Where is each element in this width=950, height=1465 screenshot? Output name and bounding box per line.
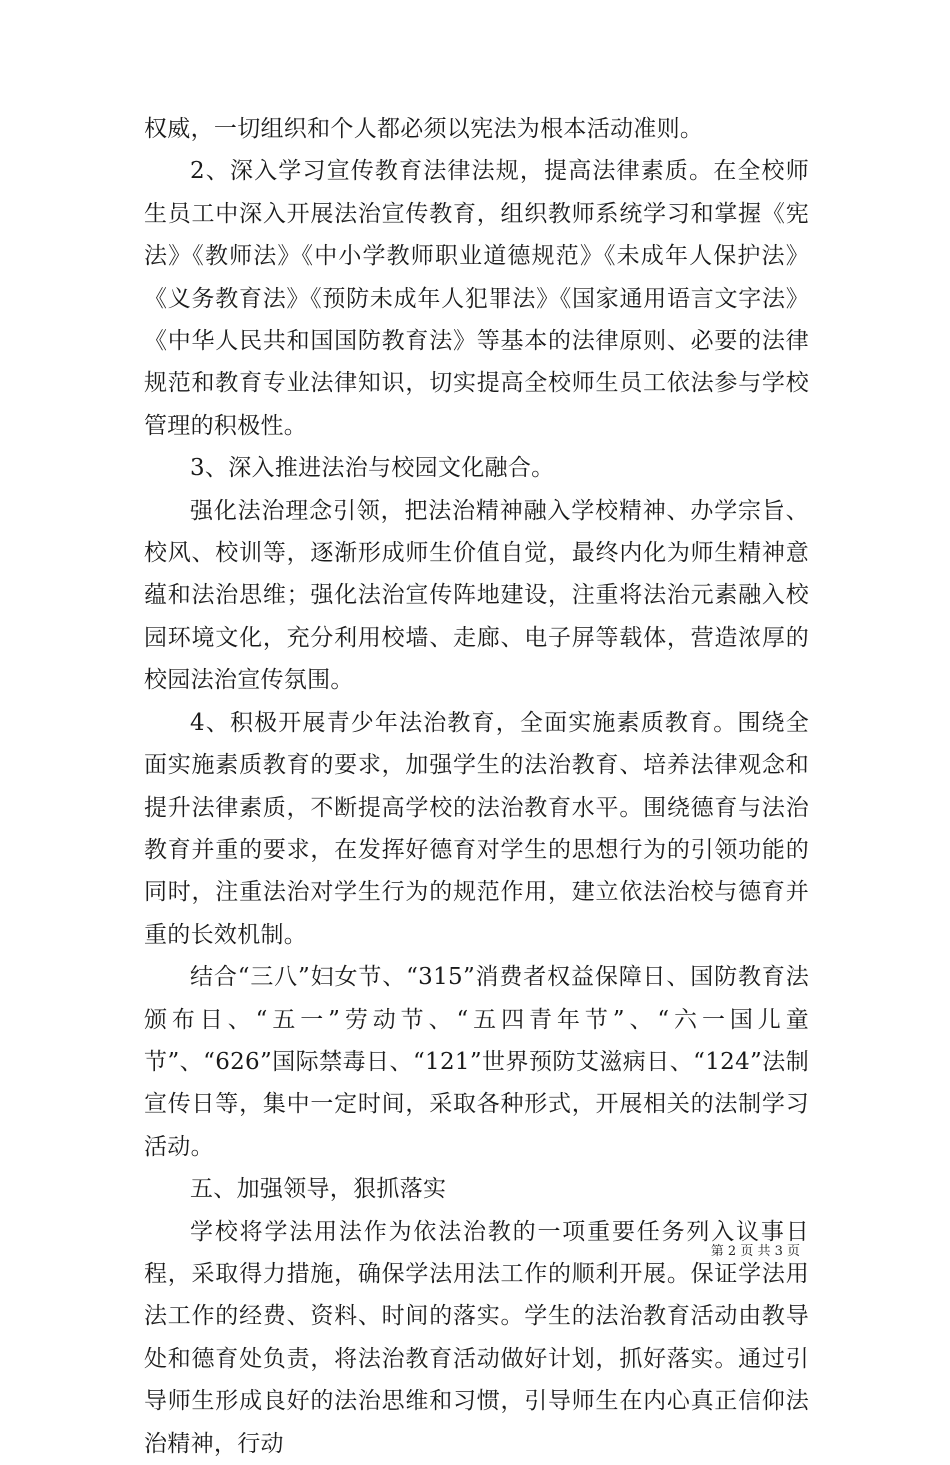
paragraph-6: 结合“三八”妇女节、“315”消费者权益保障日、国防教育法颁布日、“五一”劳动节、“五四青年节”、“六一国儿童节”、“626”国际禁毒日、“121”世界预防艾滋病日、“124”法制宣传日等，集中一定时间，采取各种形式，开展相关的法制学习活动。 <box>144 964 809 1160</box>
paragraph-8: 学校将学法用法作为依法治教的一项重要任务列入议事日程，采取得力措施，确保学法用法工作的顺利开展。保证学法用法工作的经费、资料、时间的落实。学生的法治教育活动由教导处和德育处负责，将法治教育活动做好计划，抓好落实。通过引导师生形成良好的法治思维和习惯，引导师生在内心真正信仰法治精神，行动 <box>144 1218 809 1457</box>
paragraph-1: 权威，一切组织和个人都必须以宪法为根本活动准则。 <box>144 116 704 142</box>
paragraph-3: 3、深入推进法治与校园文化融合。 <box>190 455 555 482</box>
document-body <box>144 108 809 1465</box>
page-number: 第 2 页 共 3 页 <box>710 1244 800 1259</box>
paragraph-4: 强化法治理念引领，把法治精神融入学校精神、办学宗旨、校风、校训等，逐渐形成师生价值自觉，最终内化为师生精神意蕴和法治思维；强化法治宣传阵地建设，注重将法治元素融入校园环境文化，充分利用校墙、走廊、电子屏等载体，营造浓厚的校园法治宣传氛围。 <box>144 497 809 694</box>
paragraph-5: 4、积极开展青少年法治教育，全面实施素质教育。围绕全面实施素质教育的要求，加强学生的法治教育、培养法律观念和提升法律素质，不断提高学校的法治教育水平。围绕德育与法治教育并重的要求，在发挥好德育对学生的思想行为的引领功能的同时，注重法治对学生行为的规范作用，建立依法治校与德育并重的长效机制。 <box>144 709 809 948</box>
paragraph-2: 2、深入学习宣传教育法律法规，提高法律素质。在全校师生员工中深入开展法治宣传教育，组织教师系统学习和掌握《宪法》《教师法》《中小学教师职业道德规范》《未成年人保护法》《义务教育法》《预防未成年人犯罪法》《国家通用语言文字法》《中华人民共和国国防教育法》等基本的法律原则、必要的法律规范和教育专业法律知识，切实提高全校师生员工依法参与学校管理的积极性。 <box>144 158 809 439</box>
paragraph-7: 五、加强领导，狠抓落实 <box>190 1176 447 1203</box>
